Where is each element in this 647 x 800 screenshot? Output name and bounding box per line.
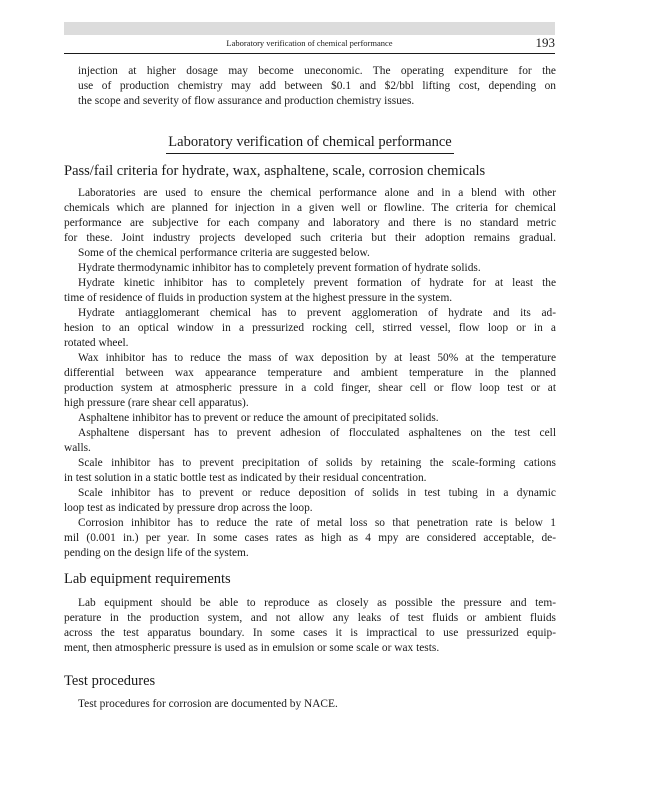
text-line: Corrosion inhibitor has to reduce the rate of metal loss so that penetration rate is below 1: [78, 517, 556, 529]
text-line: ment, then atmospheric pressure is used as in emulsion or some scale or wax tests.: [64, 642, 440, 654]
page-number: 193: [535, 35, 555, 50]
subsection-title-test-procedures: Test procedures: [64, 673, 156, 689]
text-line: Asphaltene inhibitor has to prevent or reduce the amount of precipitated solids.: [78, 412, 439, 424]
paragraph-asphaltene-dispersant: [64, 426, 556, 456]
text-line: performance are subjective for each company and laboratory and there is no standard metric: [64, 217, 556, 229]
text-line: Wax inhibitor has to reduce the mass of wax deposition by at least 50% at the temperature: [78, 352, 556, 364]
running-title: Laboratory verification of chemical performance: [226, 38, 393, 48]
text-line: pending on the design life of the system.: [64, 547, 249, 559]
text-line: Some of the chemical performance criteria are suggested below.: [78, 247, 370, 259]
section-title: Laboratory verification of chemical performance: [64, 134, 556, 154]
paragraph-laboratories: [64, 186, 556, 246]
page-header: [64, 35, 555, 54]
text-line: injection at higher dosage may become uneconomic. The operating expenditure for the: [78, 65, 556, 77]
text-line: production system at atmospheric pressure in a cold finger, shear cell or flow loop test or at: [64, 382, 556, 394]
paragraph-corrosion-inhibitor: [64, 516, 556, 561]
intro-paragraph: [78, 64, 556, 109]
header-rule-bar: [64, 22, 555, 35]
subsection-title-lab-equipment: Lab equipment requirements: [64, 571, 231, 587]
text-line: Test procedures for corrosion are documented by NACE.: [78, 698, 338, 710]
text-line: Hydrate kinetic inhibitor has to completely prevent formation of hydrate for at least the: [78, 277, 556, 289]
paragraph-wax-inhibitor: [64, 351, 556, 411]
text-line: Hydrate thermodynamic inhibitor has to completely prevent formation of hydrate solids.: [78, 262, 481, 274]
text-line: walls.: [64, 442, 91, 454]
text-line: perature in the production system, and not allow any leaks of test fluids or ambient fluids: [64, 612, 556, 624]
paragraph-asphaltene-inhibitor: [64, 411, 556, 426]
text-line: use of production chemistry may add between $0.1 and $2/bbl lifting cost, depending on: [78, 80, 556, 92]
text-line: rotated wheel.: [64, 337, 129, 349]
text-line: differential between wax appearance temperature and ambient temperature in the planned: [64, 367, 556, 379]
paragraph-test-procedures: [64, 697, 556, 712]
text-line: hesion to an optical window in a pressurized rocking cell, stirred vessel, flow loop or in a: [64, 322, 556, 334]
text-line: Laboratories are used to ensure the chemical performance alone and in a blend with other: [78, 187, 556, 199]
paragraph-scale-inhibitor-static: [64, 456, 556, 486]
text-line: Scale inhibitor has to prevent or reduce deposition of solids in test tubing in a dynamic: [78, 487, 556, 499]
text-line: in test solution in a static bottle test as indicated by their residual concentration.: [64, 472, 427, 484]
text-line: time of residence of fluids in production system at the highest pressure in the system.: [64, 292, 453, 304]
text-line: Lab equipment should be able to reproduce as closely as possible the pressure and tem-: [78, 597, 556, 609]
text-line: the scope and severity of flow assurance and production chemistry issues.: [78, 95, 415, 107]
paragraph-hydrate-kinetic: [64, 276, 556, 306]
text-line: high pressure (rare shear cell apparatus).: [64, 397, 249, 409]
subsection-title-pass-fail: Pass/fail criteria for hydrate, wax, asphaltene, scale, corrosion chemicals: [64, 163, 486, 179]
paragraph-hydrate-antiagglomerant: [64, 306, 556, 351]
text-line: Asphaltene dispersant has to prevent adhesion of flocculated asphaltenes on the test cell: [78, 427, 556, 439]
text-line: mil (0.001 in.) per year. In some cases rates as high as 4 mpy are considered acceptable, de-: [64, 532, 556, 544]
paragraph-lab-equipment: [64, 596, 556, 656]
paragraph-hydrate-thermodynamic: [64, 261, 556, 276]
text-line: Scale inhibitor has to prevent precipitation of solids by retaining the scale-forming cations: [78, 457, 556, 469]
paragraph-criteria-intro: [64, 246, 556, 261]
text-line: chemicals which are planned for injection in a given well or flowline. The criteria for chemical: [64, 202, 556, 214]
text-line: loop test as indicated by pressure drop across the loop.: [64, 502, 313, 514]
text-line: Hydrate antiagglomerant chemical has to prevent agglomeration of hydrate and its ad-: [78, 307, 556, 319]
text-line: across the test apparatus boundary. In some cases it is impractical to use pressurized equip-: [64, 627, 556, 639]
paragraph-scale-inhibitor-dynamic: [64, 486, 556, 516]
text-line: for these. Joint industry projects developed such criteria but their adoption remains gradual.: [64, 232, 556, 244]
